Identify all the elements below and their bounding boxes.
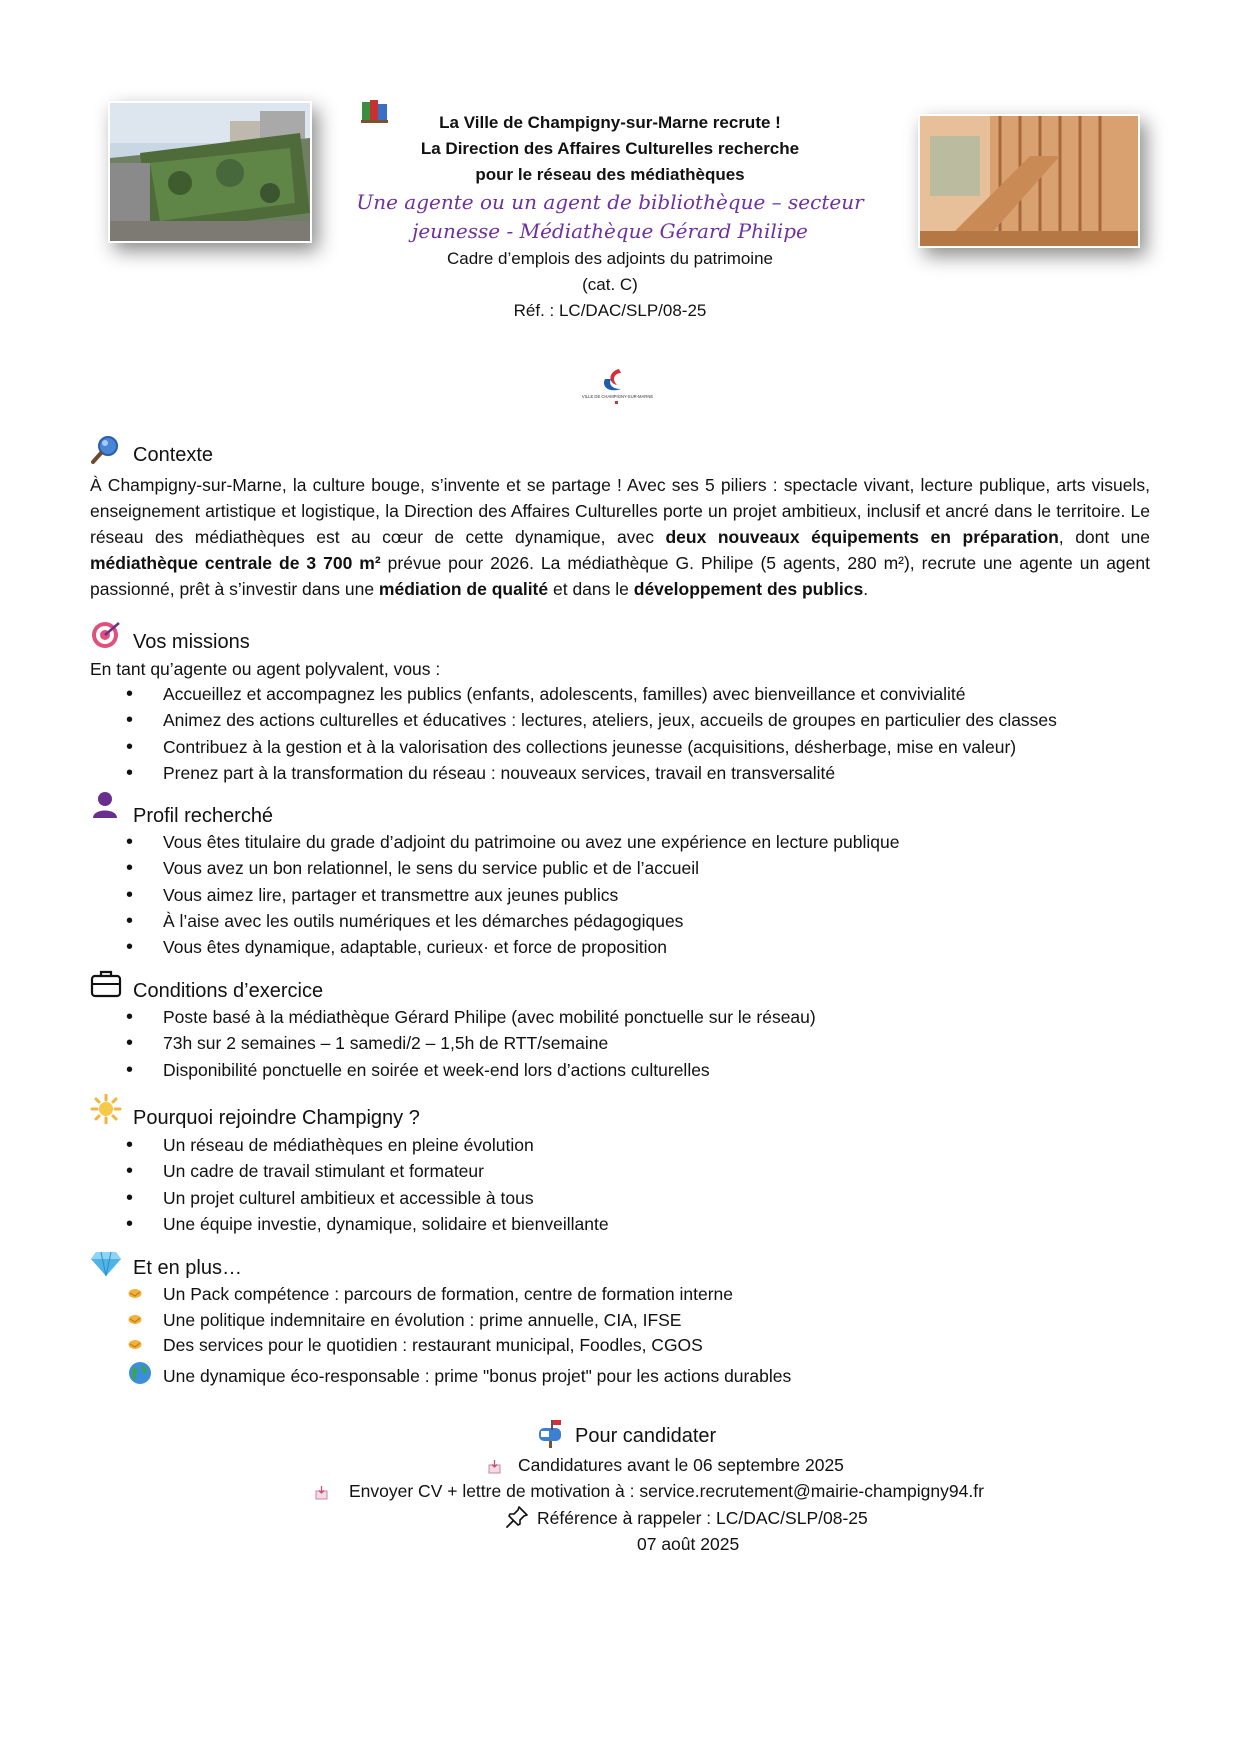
header-line-3: pour le réseau des médiathèques: [475, 165, 745, 184]
list-item: • Poste basé à la médiathèque Gérard Philipe (avec mobilité ponctuelle sur le réseau): [90, 1004, 816, 1030]
job-title-line-2: jeunesse - Médiathèque Gérard Philipe: [412, 219, 808, 243]
contexte-paragraph: [90, 472, 1150, 602]
eco-item: Une dynamique éco-responsable : prime "bonus projet" pour les actions durables: [163, 1366, 792, 1386]
plus-list: [90, 1282, 733, 1359]
inbox-icon: [488, 1460, 501, 1474]
contexte-title: Contexte: [133, 444, 214, 466]
profil-list: [90, 829, 899, 960]
interior-photo: [918, 114, 1140, 248]
list-item: • Un projet culturel ambitieux et accessible à tous: [90, 1185, 609, 1211]
list-item: • Vous aimez lire, partager et transmettre aux jeunes publics: [90, 882, 899, 908]
contexte-bold-1: deux nouveaux équipements en préparation: [665, 527, 1059, 547]
diamond-icon: [90, 1248, 122, 1278]
list-item: [90, 1282, 733, 1308]
reference: Réf. : LC/DAC/SLP/08-25: [513, 301, 707, 320]
logo-caption: VILLE DE CHAMPIGNY-SUR-MARNE: [581, 394, 654, 399]
publication-date: 07 août 2025: [637, 1534, 740, 1554]
target-icon: [90, 620, 122, 650]
plus-item-text: Une politique indemnitaire en évolution : prime annuelle, CIA, IFSE: [163, 1309, 682, 1330]
send-text: Envoyer CV + lettre de motivation à : service.recrutement@mairie-champigny94.fr: [349, 1481, 984, 1501]
list-item: [90, 1308, 733, 1334]
green-building-image: [110, 103, 310, 241]
deadline-text: Candidatures avant le 06 septembre 2025: [518, 1455, 844, 1475]
missions-intro: En tant qu’agente ou agent polyvalent, vous :: [90, 659, 441, 679]
conditions-title: Conditions d’exercice: [133, 980, 324, 1002]
mailbox-icon: [536, 1418, 566, 1448]
pourquoi-title: Pourquoi rejoindre Champigny ?: [133, 1107, 420, 1129]
contexte-text-1: À Champigny-sur-Marne, la culture bouge, s’invente et se partage ! Avec ses 5 piliers : spectacle vivant, lecture publique, arts visuels, enseignement artistique et logistique, la Direction des Affaires Culturelles porte un projet ambitieux, inclusif et ancré dans le territoire. Le réseau des médiathèques est au cœur de cette dynamique, avec: [90, 475, 1150, 547]
handshake-icon: [128, 1339, 142, 1350]
plus-title: Et en plus…: [133, 1257, 242, 1279]
briefcase-icon: [90, 968, 122, 998]
header-line-1: La Ville de Champigny-sur-Marne recrute !: [439, 113, 781, 132]
list-item: • À l’aise avec les outils numériques et les démarches pédagogiques: [90, 908, 899, 934]
facade-photo: [108, 101, 312, 243]
list-item: • Un réseau de médiathèques en pleine évolution: [90, 1132, 609, 1158]
wooden-library-image: [920, 116, 1138, 246]
magnifier-icon: [90, 435, 122, 465]
pushpin-icon: [505, 1505, 529, 1529]
missions-list: [90, 681, 1057, 786]
list-item: • Une équipe investie, dynamique, solidaire et bienveillante: [90, 1211, 609, 1237]
job-title-line-1: Une agente ou un agent de bibliothèque – secteur: [356, 190, 864, 214]
candidater-title: Pour candidater: [575, 1425, 717, 1447]
conditions-list: [90, 1004, 816, 1083]
globe-icon: [128, 1361, 152, 1385]
profil-title: Profil recherché: [133, 805, 274, 827]
sun-icon: [90, 1094, 122, 1124]
list-item: • 73h sur 2 semaines – 1 samedi/2 – 1,5h de RTT/semaine: [90, 1030, 816, 1056]
handshake-icon: [128, 1288, 142, 1299]
contexte-text-3: prévue pour 2026. La médiathèque G. Philipe (5 agents, 280 m²), recrute une agente un agent passionné, prêt à s’investir dans une: [90, 553, 1150, 599]
handshake-icon: [128, 1314, 142, 1325]
categorie: (cat. C): [582, 275, 638, 294]
pourquoi-list: [90, 1132, 609, 1237]
list-item: • Accueillez et accompagnez les publics (enfants, adolescents, familles) avec bienveillance et convivialité: [90, 681, 1057, 707]
contexte-text-4: et dans le: [548, 579, 634, 599]
list-item: • Disponibilité ponctuelle en soirée et week-end lors d’actions culturelles: [90, 1057, 816, 1083]
person-icon: [90, 790, 122, 820]
ref-text: Référence à rappeler : LC/DAC/SLP/08-25: [537, 1508, 868, 1528]
plus-item-text: Des services pour le quotidien : restaurant municipal, Foodles, CGOS: [163, 1335, 703, 1355]
contexte-bold-2: médiathèque centrale de 3 700 m²: [90, 553, 381, 573]
contexte-text-2: , dont une: [1058, 527, 1150, 547]
contexte-text-5: .: [863, 579, 869, 599]
header-line-2: La Direction des Affaires Culturelles recherche: [420, 139, 800, 158]
plus-item-text: Un Pack compétence : parcours de formation, centre de formation interne: [163, 1284, 734, 1304]
champigny-logo: [575, 365, 660, 407]
list-item: • Un cadre de travail stimulant et formateur: [90, 1158, 609, 1184]
list-item: • Contribuez à la gestion et à la valorisation des collections jeunesse (acquisitions, désherbage, mise en valeur): [90, 734, 1057, 760]
list-item: [90, 1333, 733, 1359]
list-item: • Vous êtes titulaire du grade d’adjoint du patrimoine ou avez une expérience en lecture publique: [90, 829, 899, 855]
list-item: • Vous êtes dynamique, adaptable, curieux· et force de proposition: [90, 934, 899, 960]
inbox-icon: [315, 1486, 328, 1500]
missions-title: Vos missions: [133, 631, 250, 653]
list-item: • Vous avez un bon relationnel, le sens du service public et de l’accueil: [90, 855, 899, 881]
job-header: [330, 110, 890, 324]
list-item: • Prenez part à la transformation du réseau : nouveaux services, travail en transversalité: [90, 760, 1057, 786]
contexte-bold-3: médiation de qualité: [378, 579, 549, 599]
list-item: • Animez des actions culturelles et éducatives : lectures, ateliers, jeux, accueils de groupes en particulier des classes: [90, 707, 1057, 733]
contexte-bold-4: développement des publics: [633, 579, 864, 599]
cadre-emplois: Cadre d’emplois des adjoints du patrimoine: [446, 249, 773, 268]
